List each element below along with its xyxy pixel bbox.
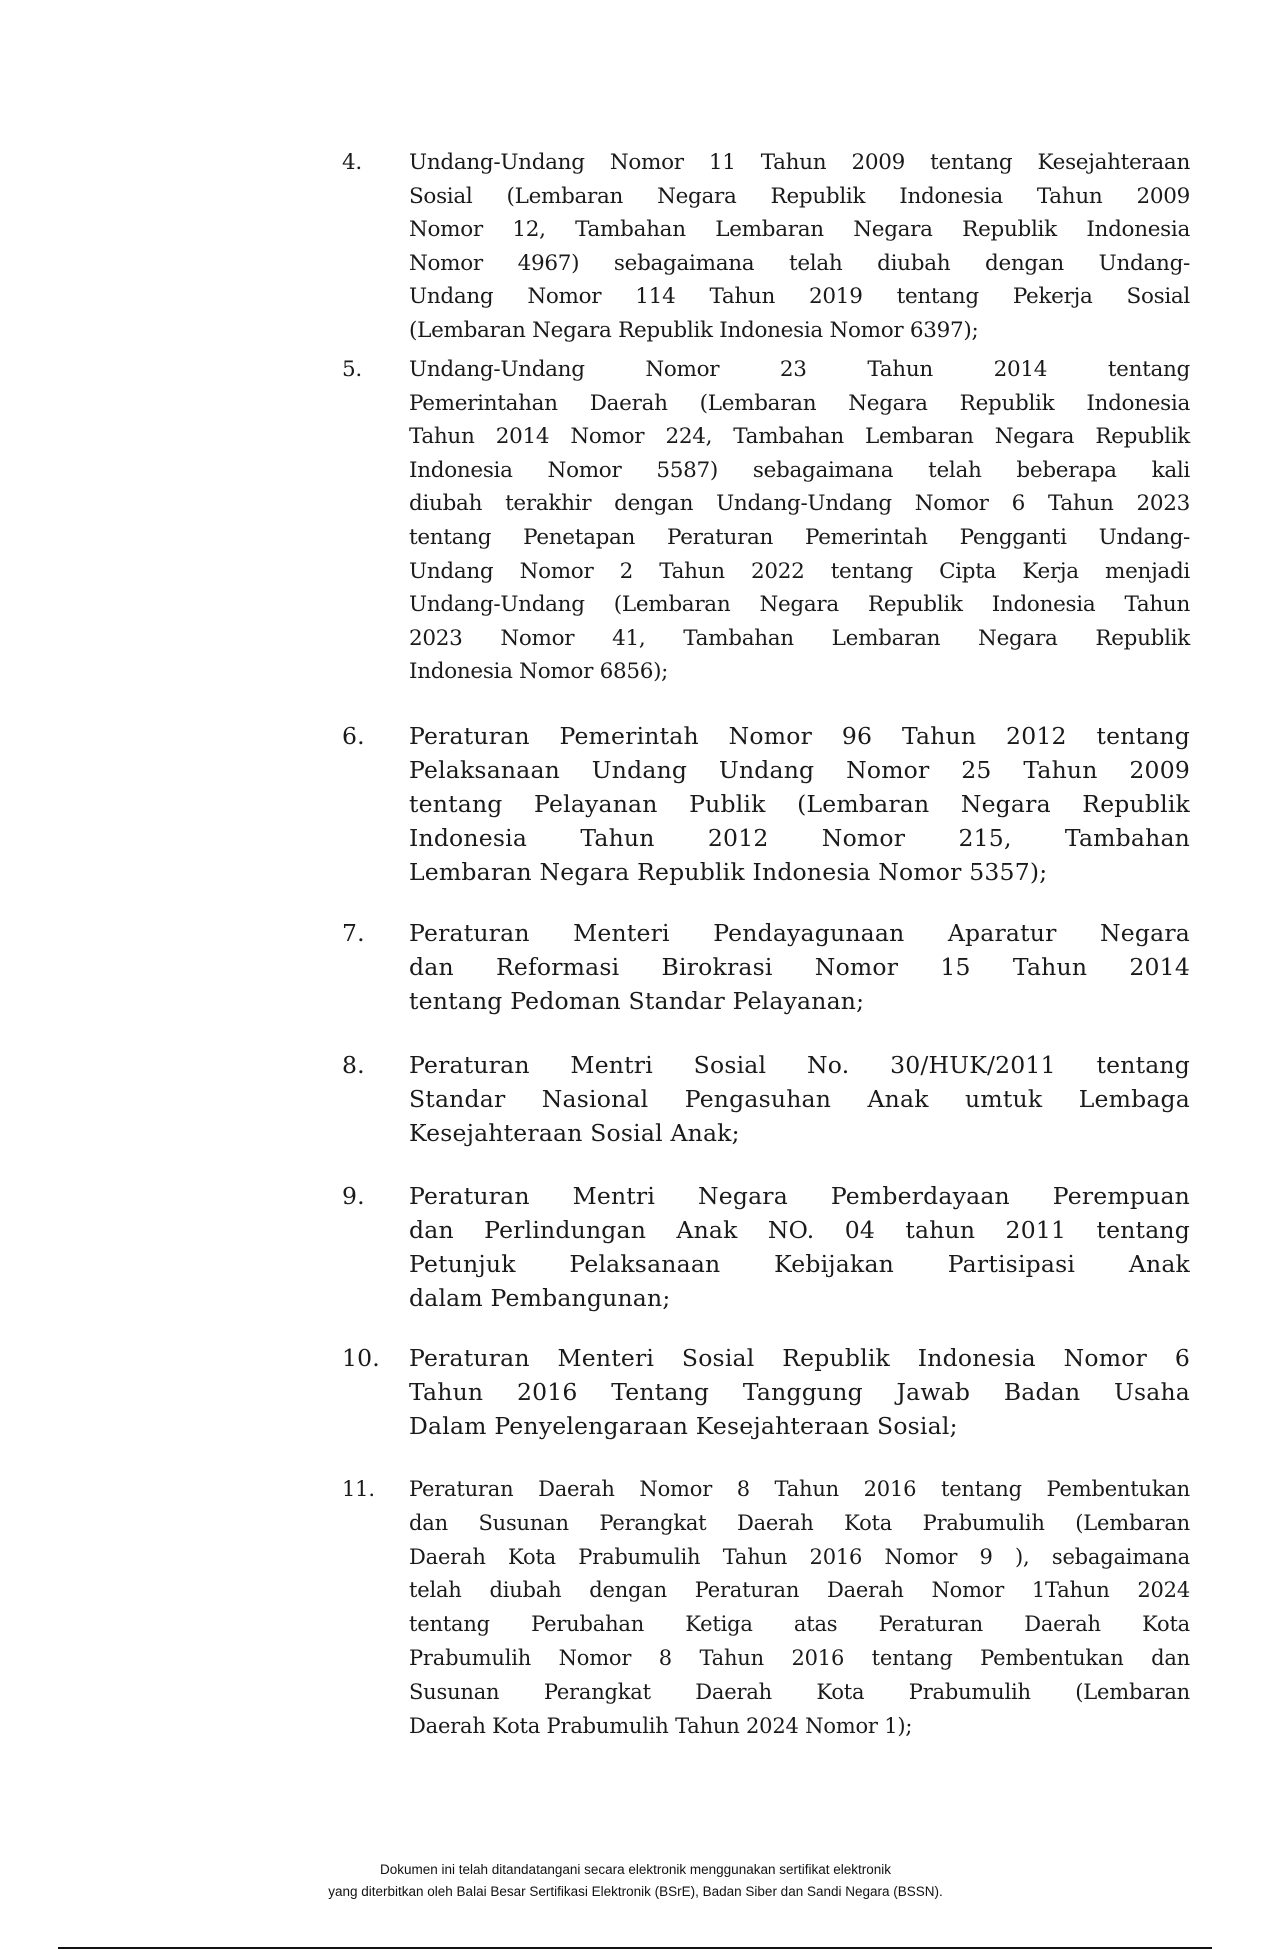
text-line: Dalam Penyelengaraan Kesejahteraan Sosial; xyxy=(409,1412,958,1440)
text-line: Sosial (Lembaran Negara Republik Indonesia Tahun 2009 xyxy=(409,183,1190,209)
text-line: Indonesia Nomor 5587) sebagaimana telah beberapa kali xyxy=(409,457,1190,483)
text-line: 2023 Nomor 41, Tambahan Lembaran Negara Republik xyxy=(409,625,1190,651)
text-line: Prabumulih Nomor 8 Tahun 2016 tentang Pembentukan dan xyxy=(409,1645,1190,1670)
text-line: Peraturan Pemerintah Nomor 96 Tahun 2012 tentang xyxy=(409,722,1190,750)
footer-rule xyxy=(58,1947,1212,1949)
e-signature-notice-line-1: Dokumen ini telah ditandatangani secara elektronik menggunakan sertifikat elektronik xyxy=(379,1862,892,1877)
text-line: diubah terakhir dengan Undang-Undang Nomor 6 Tahun 2023 xyxy=(409,491,1190,517)
text-line: tentang Pedoman Standar Pelayanan; xyxy=(409,987,865,1015)
item-text xyxy=(409,1179,1190,1315)
e-signature-notice-line-2: yang diterbitkan oleh Balai Besar Sertifikasi Elektronik (BSrE), Badan Siber dan Sandi Negara (BSSN). xyxy=(328,1884,943,1899)
item-number: 6. xyxy=(342,722,365,750)
text-line: Peraturan Mentri Negara Pemberdayaan Perempuan xyxy=(409,1182,1190,1210)
text-line: Standar Nasional Pengasuhan Anak umtuk Lembaga xyxy=(409,1085,1190,1113)
text-line: Undang-Undang Nomor 23 Tahun 2014 tentang xyxy=(409,357,1190,382)
text-line: Susunan Perangkat Daerah Kota Prabumulih (Lembaran xyxy=(409,1679,1190,1704)
text-line: dan Susunan Perangkat Daerah Kota Prabumulih (Lembaran xyxy=(409,1510,1190,1535)
item-text xyxy=(409,146,1190,348)
text-line: Nomor 4967) sebagaimana telah diubah dengan Undang- xyxy=(409,250,1190,276)
text-line: Nomor 12, Tambahan Lembaran Negara Republik Indonesia xyxy=(409,217,1190,243)
text-line: Pemerintahan Daerah (Lembaran Negara Republik Indonesia xyxy=(409,390,1190,416)
text-line: Kesejahteraan Sosial Anak; xyxy=(409,1119,740,1147)
text-line: dan Perlindungan Anak NO. 04 tahun 2011 tentang xyxy=(409,1216,1190,1244)
text-line: (Lembaran Negara Republik Indonesia Nomor 6397); xyxy=(409,317,979,343)
item-number: 8. xyxy=(342,1051,365,1079)
item-number: 5. xyxy=(342,357,362,382)
item-number: 7. xyxy=(342,919,365,947)
item-number: 10. xyxy=(342,1344,380,1372)
item-number: 4. xyxy=(342,150,362,175)
text-line: Tahun 2014 Nomor 224, Tambahan Lembaran Negara Republik xyxy=(409,424,1190,450)
text-line: tentang Penetapan Peraturan Pemerintah Pengganti Undang- xyxy=(409,524,1190,550)
text-line: Peraturan Menteri Pendayagunaan Aparatur Negara xyxy=(409,919,1190,947)
text-line: Indonesia Nomor 6856); xyxy=(409,659,669,685)
text-line: Undang-Undang Nomor 11 Tahun 2009 tentang Kesejahteraan xyxy=(409,150,1190,175)
item-number: 11. xyxy=(342,1477,375,1501)
text-line: Lembaran Negara Republik Indonesia Nomor 5357); xyxy=(409,858,1048,886)
text-line: dan Reformasi Birokrasi Nomor 15 Tahun 2014 xyxy=(409,953,1190,981)
text-line: Undang-Undang (Lembaran Negara Republik Indonesia Tahun xyxy=(409,592,1190,618)
item-number: 9. xyxy=(342,1182,365,1210)
text-line: Undang Nomor 114 Tahun 2019 tentang Pekerja Sosial xyxy=(409,284,1190,310)
text-line: Tahun 2016 Tentang Tanggung Jawab Badan Usaha xyxy=(409,1378,1190,1406)
item-text xyxy=(409,916,1190,1018)
text-line: tentang Perubahan Ketiga atas Peraturan Daerah Kota xyxy=(409,1612,1190,1637)
text-line: tentang Pelayanan Publik (Lembaran Negara Republik xyxy=(409,790,1190,818)
item-text xyxy=(409,1341,1190,1443)
text-line: Daerah Kota Prabumulih Tahun 2016 Nomor 9 ), sebagaimana xyxy=(409,1544,1190,1569)
text-line: telah diubah dengan Peraturan Daerah Nomor 1Tahun 2024 xyxy=(409,1578,1190,1603)
item-text xyxy=(409,353,1190,689)
text-line: dalam Pembangunan; xyxy=(409,1284,671,1312)
text-line: Pelaksanaan Undang Undang Nomor 25 Tahun 2009 xyxy=(409,756,1190,784)
text-line: Petunjuk Pelaksanaan Kebijakan Partisipasi Anak xyxy=(409,1250,1190,1278)
text-line: Peraturan Daerah Nomor 8 Tahun 2016 tentang Pembentukan xyxy=(409,1477,1190,1501)
item-text xyxy=(409,719,1190,889)
item-text xyxy=(409,1473,1190,1743)
text-line: Peraturan Menteri Sosial Republik Indonesia Nomor 6 xyxy=(409,1344,1190,1372)
text-line: Undang Nomor 2 Tahun 2022 tentang Cipta Kerja menjadi xyxy=(409,558,1190,584)
text-line: Daerah Kota Prabumulih Tahun 2024 Nomor 1); xyxy=(409,1713,913,1738)
text-line: Peraturan Mentri Sosial No. 30/HUK/2011 tentang xyxy=(409,1051,1190,1079)
text-line: Indonesia Tahun 2012 Nomor 215, Tambahan xyxy=(409,824,1190,852)
item-text xyxy=(409,1048,1190,1150)
